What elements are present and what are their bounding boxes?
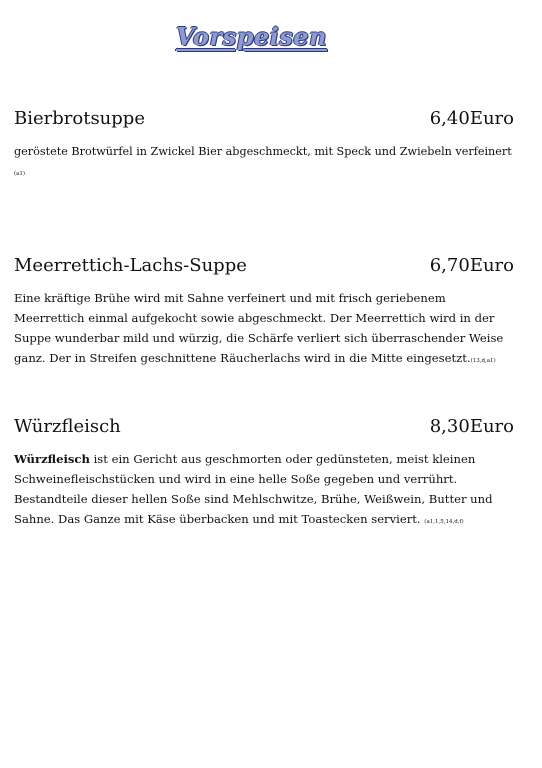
dish-description-text: geröstete Brotwürfel in Zwickel Bier abgeschmeckt, mit Speck und Zwiebeln verfeinert — [14, 145, 512, 158]
dish-description-text: Eine kräftige Brühe wird mit Sahne verfeinert und mit frisch geriebenem Meerrettich einmal aufgekocht sowie abgeschmeckt. Der Meerrettich wird in der Suppe wunderbar mild und würzig, die Schärfe verliert sich überraschender Weise ganz. Der in Streifen geschnittene Räucherlachs wird in die Mitte eingesetzt. — [14, 291, 504, 365]
dish-header — [14, 416, 514, 444]
dish-description — [14, 288, 514, 371]
dish-name: Meerrettich-Lachs-Suppe — [14, 255, 247, 276]
dish-price: 6,70Euro — [429, 255, 514, 276]
page-title: Vorspeisen — [176, 22, 327, 51]
dish-item — [14, 416, 514, 532]
dish-header — [14, 108, 514, 136]
allergen-codes: (a1) — [14, 171, 26, 177]
allergen-codes: (a1,1,5,14,d,f) — [424, 519, 464, 525]
dish-price: 8,30Euro — [429, 416, 514, 437]
dish-price: 6,40Euro — [429, 108, 514, 129]
dish-name: Bierbrotsuppe — [14, 108, 145, 129]
dish-item — [14, 108, 514, 184]
dish-lead-word: Würzfleisch — [14, 452, 90, 466]
dish-description-text: ist ein Gericht aus geschmorten oder gedünsteten, meist kleinen Schweinefleischstücken und wird in eine helle Soße gegeben und verrührt. Bestandteile dieser hellen Soße sind Mehlschwitze, Brühe, Weißwein, Butter und Sahne. Das Ganze mit Käse überbacken und mit Toastecken serviert. — [14, 452, 493, 526]
dish-name: Würzfleisch — [14, 416, 121, 437]
dish-header — [14, 255, 514, 283]
allergen-codes: (13,d,a1) — [470, 358, 496, 364]
dish-description — [14, 449, 514, 532]
dish-description — [14, 142, 514, 184]
dish-item — [14, 255, 514, 371]
